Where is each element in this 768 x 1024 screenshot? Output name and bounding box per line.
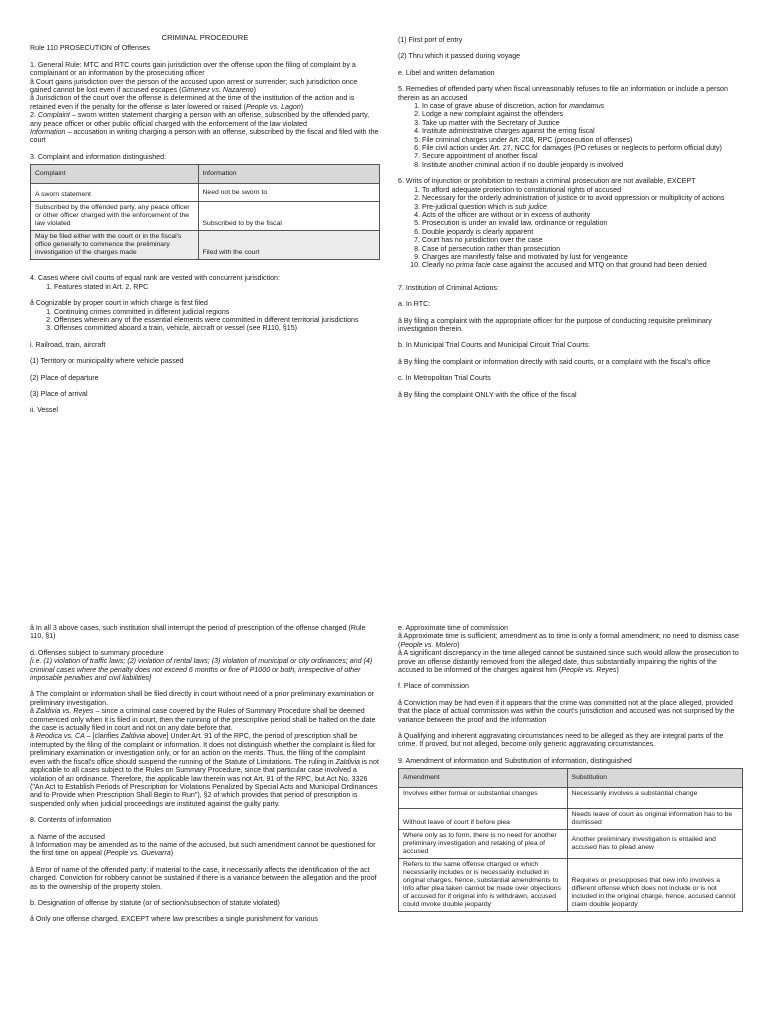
table-row	[31, 202, 380, 231]
distinguished-heading: 3. Complaint and information distinguished:	[30, 152, 167, 161]
page-bottom-left	[30, 624, 380, 1024]
table-row	[31, 184, 380, 202]
rtc-text: â By filing a complaint with the appropriate officer for the purpose of conducting requisite preliminary investigation therein.	[398, 316, 712, 333]
libel-heading: e. Libel and written defamation	[398, 68, 495, 77]
vessel-item: ii. Vessel	[30, 406, 58, 415]
table-cell: Subscribed by the offended party, any peace officer or other officer charged with the enforcement of the law violated	[31, 202, 199, 231]
table-cell: Another preliminary investigation is entailed and accused has to plead anew	[567, 830, 742, 859]
table-cell: Amendment	[399, 769, 568, 788]
vehicle-item-3: (3) Place of arrival	[30, 389, 88, 398]
table-cell: Involves either formal or substantial changes	[399, 788, 568, 809]
time-text: â Approximate time is sufficient; amendment as to time is only a formal amendment; no need to dismiss case (People vs. Molero)	[398, 632, 739, 649]
summary-heading: d. Offenses subject to summary procedure	[30, 648, 164, 657]
list-item: 4. Institute administrative charges against the erring fiscal	[422, 127, 743, 135]
jurisdiction-person: â Court gains jurisdiction over the person of the accused upon arrest or surrender; such jurisdiction once gained cannot be lost even if accused escapes (Gimenez vs. Nazareno)	[30, 77, 358, 95]
list-item: 7. Secure appointment of another fiscal	[422, 152, 743, 160]
complaint-definition: 2. Complaint – sworn written statement charging a person with an offense, subscribed by the offended party, any peace officer or other public official charged with the enforcement of the law violated	[30, 111, 370, 128]
name-heading: a. Name of the accused	[30, 832, 105, 841]
amendment-heading: 9. Amendment of information and Substitution of information, distinguished	[398, 756, 632, 765]
list-item: 2. Offenses wherein any of the essential elements were committed in different territorial jurisdictions	[54, 316, 380, 324]
table-cell: May be filed either with the court or in the fiscal's office generally to commence the preliminary investigation of the charges made	[31, 231, 199, 260]
table-cell: Refers to the same offense charged or which necessarily includes or is necessarily included in original charges, hence, substantial amendments to info after plea taken cannot be made over objections of accused for if original info is withdrawn, accused could invoke double jeopardy	[399, 859, 568, 912]
reodica-text: â Reodica vs. CA – [clarifies Zaldivia above] Under Art. 91 of the RPC, the period of prescription shall be interrupted by the filing of the complaint or information. It does not distinguish whether the complaint is filed for preliminary examination or investigation only, or for an action on the merits. Thus, the filing of the complaint even with the fiscal's office should suspend the running of the Statute of Limitations. The ruling in Zaldivia is not applicable to all cases subject to the Rules on Summary Procedure, since that particular case involved a violation of an ordinance. Therefore, the applicable law therein was not Art. 91 of the RPC, but Act No. 3326 ("An Act to Establish Periods of Prescription for Violations Penalized by Special Acts and Municipal Ordinances and to Provide when Prescription Shall Begin to Run"), §2 of which provides that period of prescription is suspended only when judicial proceedings are instituted against the guilty party.	[30, 732, 379, 808]
list-item: 8. Institute another criminal action if no double jeopardy is involved	[422, 161, 743, 169]
name-text: â Information may be amended as to the name of the accused, but such amendment cannot be questioned for the first time on appeal (People vs. Guevarra)	[30, 840, 376, 858]
single-offense-text: â Only one offense charged, EXCEPT where law prescribes a single punishment for various	[30, 915, 318, 924]
list-item: 7. Court has no jurisdiction over the case	[422, 236, 743, 244]
table-cell: Need not be sworn to	[198, 184, 379, 202]
list-item: 6. File civil action under Art. 27, NCC for damages (PO refuses or neglects to perform official duty)	[422, 144, 743, 152]
mtc-text: â By filing the complaint or information directly with said courts, or a complaint with the fiscal's office	[398, 357, 711, 366]
amendment-substitution-table	[398, 768, 743, 912]
vehicle-item-1: (1) Territory or municipality where vehicle passed	[30, 357, 184, 366]
table-row	[399, 859, 743, 912]
list-item: 9. Charges are manifestly false and motivated by lust for vengeance	[422, 253, 743, 261]
mtc-heading: b. In Municipal Trial Courts and Municipal Circuit Trial Courts:	[398, 341, 590, 350]
list-item: 1. In case of grave abuse of discretion, action for mandamus	[422, 102, 743, 110]
zaldivia-text: â Zaldivia vs. Reyes – since a criminal case covered by the Rules of Summary Procedure shall be deemed commenced only when it is filed in court, then the running of the prescriptive period shall be halted on the date the case is actually filed in court and not on any date before that.	[30, 707, 376, 733]
writs-heading: 6. Writs of injunction or prohibition to restrain a criminal prosecution are not available, EXCEPT	[398, 177, 696, 186]
institution-heading: 7. Institution of Criminal Actions:	[398, 283, 499, 292]
page-top-right	[398, 30, 743, 550]
metro-text: â By filing the complaint ONLY with the office of the fiscal	[398, 390, 577, 399]
list-item: 1. Features stated in Art. 2, RPC	[54, 283, 380, 291]
qualifying-text: â Qualifying and inherent aggravating circumstances need to be alleged as they are integral parts of the crime. If proved, but not alleged, become only generic aggravating circumstances.	[398, 732, 724, 749]
list-item: 4. Acts of the officer are without or in excess of authority	[422, 211, 743, 219]
table-cell: Complaint	[31, 165, 199, 184]
table-cell: Subscribed to by the fiscal	[198, 202, 379, 231]
concurrent-list	[30, 283, 380, 291]
table-row	[399, 809, 743, 830]
table-row	[31, 165, 380, 184]
general-rule: 1. General Rule: MTC and RTC courts gain jurisdiction over the offense upon the filing of complaint by a complainant or an information by the prosecuting officer	[30, 60, 356, 78]
table-row	[399, 769, 743, 788]
place-text: â Conviction may be had even if it appears that the crime was committed not at the place alleged, provided that the place of actual commission was within the court's jurisdiction and accused was not surprised by the variance between the proof and the information	[398, 698, 735, 724]
vehicle-item-2: (2) Place of departure	[30, 373, 99, 382]
list-item: 6. Double jeopardy is clearly apparent	[422, 228, 743, 236]
vessel-sub-2: (2) Thru which it passed during voyage	[398, 52, 521, 61]
page-title: CRIMINAL PROCEDURE	[161, 33, 249, 42]
table-cell: Information	[198, 165, 379, 184]
table-cell: Without leave of court if before plea	[399, 809, 568, 830]
list-item: 3. Offenses committed aboard a train, vehicle, aircraft or vessel (see R110, §15)	[54, 324, 380, 332]
railroad-item: i. Railroad, train, aircraft	[30, 340, 106, 349]
list-item: 10. Clearly no prima facie case against the accused and MTQ on that ground had been denied	[422, 261, 743, 269]
discrepancy-text: â A significant discrepancy in the time alleged cannot be sustained since such would allow the prosecution to prove an offense distantly removed from the alleged date, thus substantially impairing the rights of the accused to be informed of the charges against him (People vs. Reyes)	[398, 649, 739, 675]
list-item: 2. Necessary for the orderly administration of justice or to avoid oppression or multiplicity of actions	[422, 194, 743, 202]
metro-heading: c. In Metropolitan Trial Courts	[398, 374, 491, 383]
writs-list	[398, 186, 743, 270]
table-row	[31, 231, 380, 260]
page-bottom-right	[398, 624, 743, 1024]
list-item: 1. To afford adequate protection to constitutional rights of accused	[422, 186, 743, 194]
cognizable-text: â Cognizable by proper court in which charge is first filed	[30, 299, 208, 308]
information-definition: Information – accusation in writing charging a person with an offense, subscribed by the fiscal and filed with the court	[30, 128, 379, 145]
list-item: 3. Pre-judicial question which is sub judice	[422, 203, 743, 211]
table-cell: A sworn statement	[31, 184, 199, 202]
list-item: 5. Prosecution is under an invalid law, ordinance or regulation	[422, 219, 743, 227]
jurisdiction-offense: â Jurisdiction of the court over the offense is determined at the time of the institution of the action and is retained even if the penalty for the offense is later lowered or raised (People vs. Lagon)	[30, 94, 355, 111]
time-heading: e. Approximate time of commission	[398, 624, 508, 632]
list-item: 1. Continuing crimes committed in different judicial regions	[54, 308, 380, 316]
table-cell: Substitution	[567, 769, 742, 788]
table-cell: Necessarily involves a substantial change	[567, 788, 742, 809]
concurrent-heading: 4. Cases where civil courts of equal rank are vested with concurrent jurisdiction:	[30, 274, 280, 283]
list-item: 3. Take up matter with the Secretary of Justice	[422, 119, 743, 127]
rtc-heading: a. In RTC:	[398, 300, 431, 309]
complaint-filed-text: â The complaint or information shall be filed directly in court without need of a prior preliminary examination or preliminary investigation.	[30, 690, 375, 707]
rule-heading: Rule 110 PROSECUTION of Offenses	[30, 44, 150, 53]
table-cell: Requires or presupposes that new info involves a different offense which does not include or is not included in the original charge, hence, accused cannot claim double jeopardy	[567, 859, 742, 912]
remedies-list	[398, 102, 743, 169]
table-cell: Where only as to form, there is no need for another preliminary investigation and retaking of plea of accused	[399, 830, 568, 859]
table-cell: Needs leave of court as original information has to be dismissed	[567, 809, 742, 830]
list-item: 8. Case of persecution rather than prosecution	[422, 245, 743, 253]
designation-heading: b. Designation of offense by statute (or of section/subsection of statute violated)	[30, 898, 280, 907]
summary-text: [i.e. (1) violation of traffic laws; (2) violation of rental laws; (3) violation of municipal or city ordinances; and (4) criminal cases where the penalty does not exceed 6 months or fine of P1000 or both, irrespective of other imposable penalties and civil liabilities]	[30, 657, 373, 683]
error-name-text: â Error of name of the offended party: if material to the case, it necessarily affects the identification of the act charged. Conviction for robbery cannot be sustained if there is a variance between the allegation and the proof as to the ownership of the property stolen.	[30, 865, 377, 891]
remedies-heading: 5. Remedies of offended party when fiscal unreasonably refuses to file an information or include a person therein as an accused	[398, 85, 728, 102]
list-item: 5. File criminal charges under Art. 208, RPC (prosecution of offenses)	[422, 136, 743, 144]
page-top-left	[30, 30, 380, 550]
table-cell: Filed with the court	[198, 231, 379, 260]
table-row	[399, 788, 743, 809]
list-item: 2. Lodge a new complaint against the offenders	[422, 110, 743, 118]
complaint-information-table	[30, 164, 380, 260]
table-row	[399, 830, 743, 859]
place-heading: f. Place of commission	[398, 682, 469, 691]
vessel-sub-1: (1) First port of entry	[398, 36, 463, 44]
contents-heading: 8. Contents of information	[30, 816, 112, 825]
prescription-text: â In all 3 above cases, such institution shall interrupt the period of prescription of the offense charged (Rule 110, §1)	[30, 624, 366, 641]
cognizable-list	[30, 308, 380, 333]
